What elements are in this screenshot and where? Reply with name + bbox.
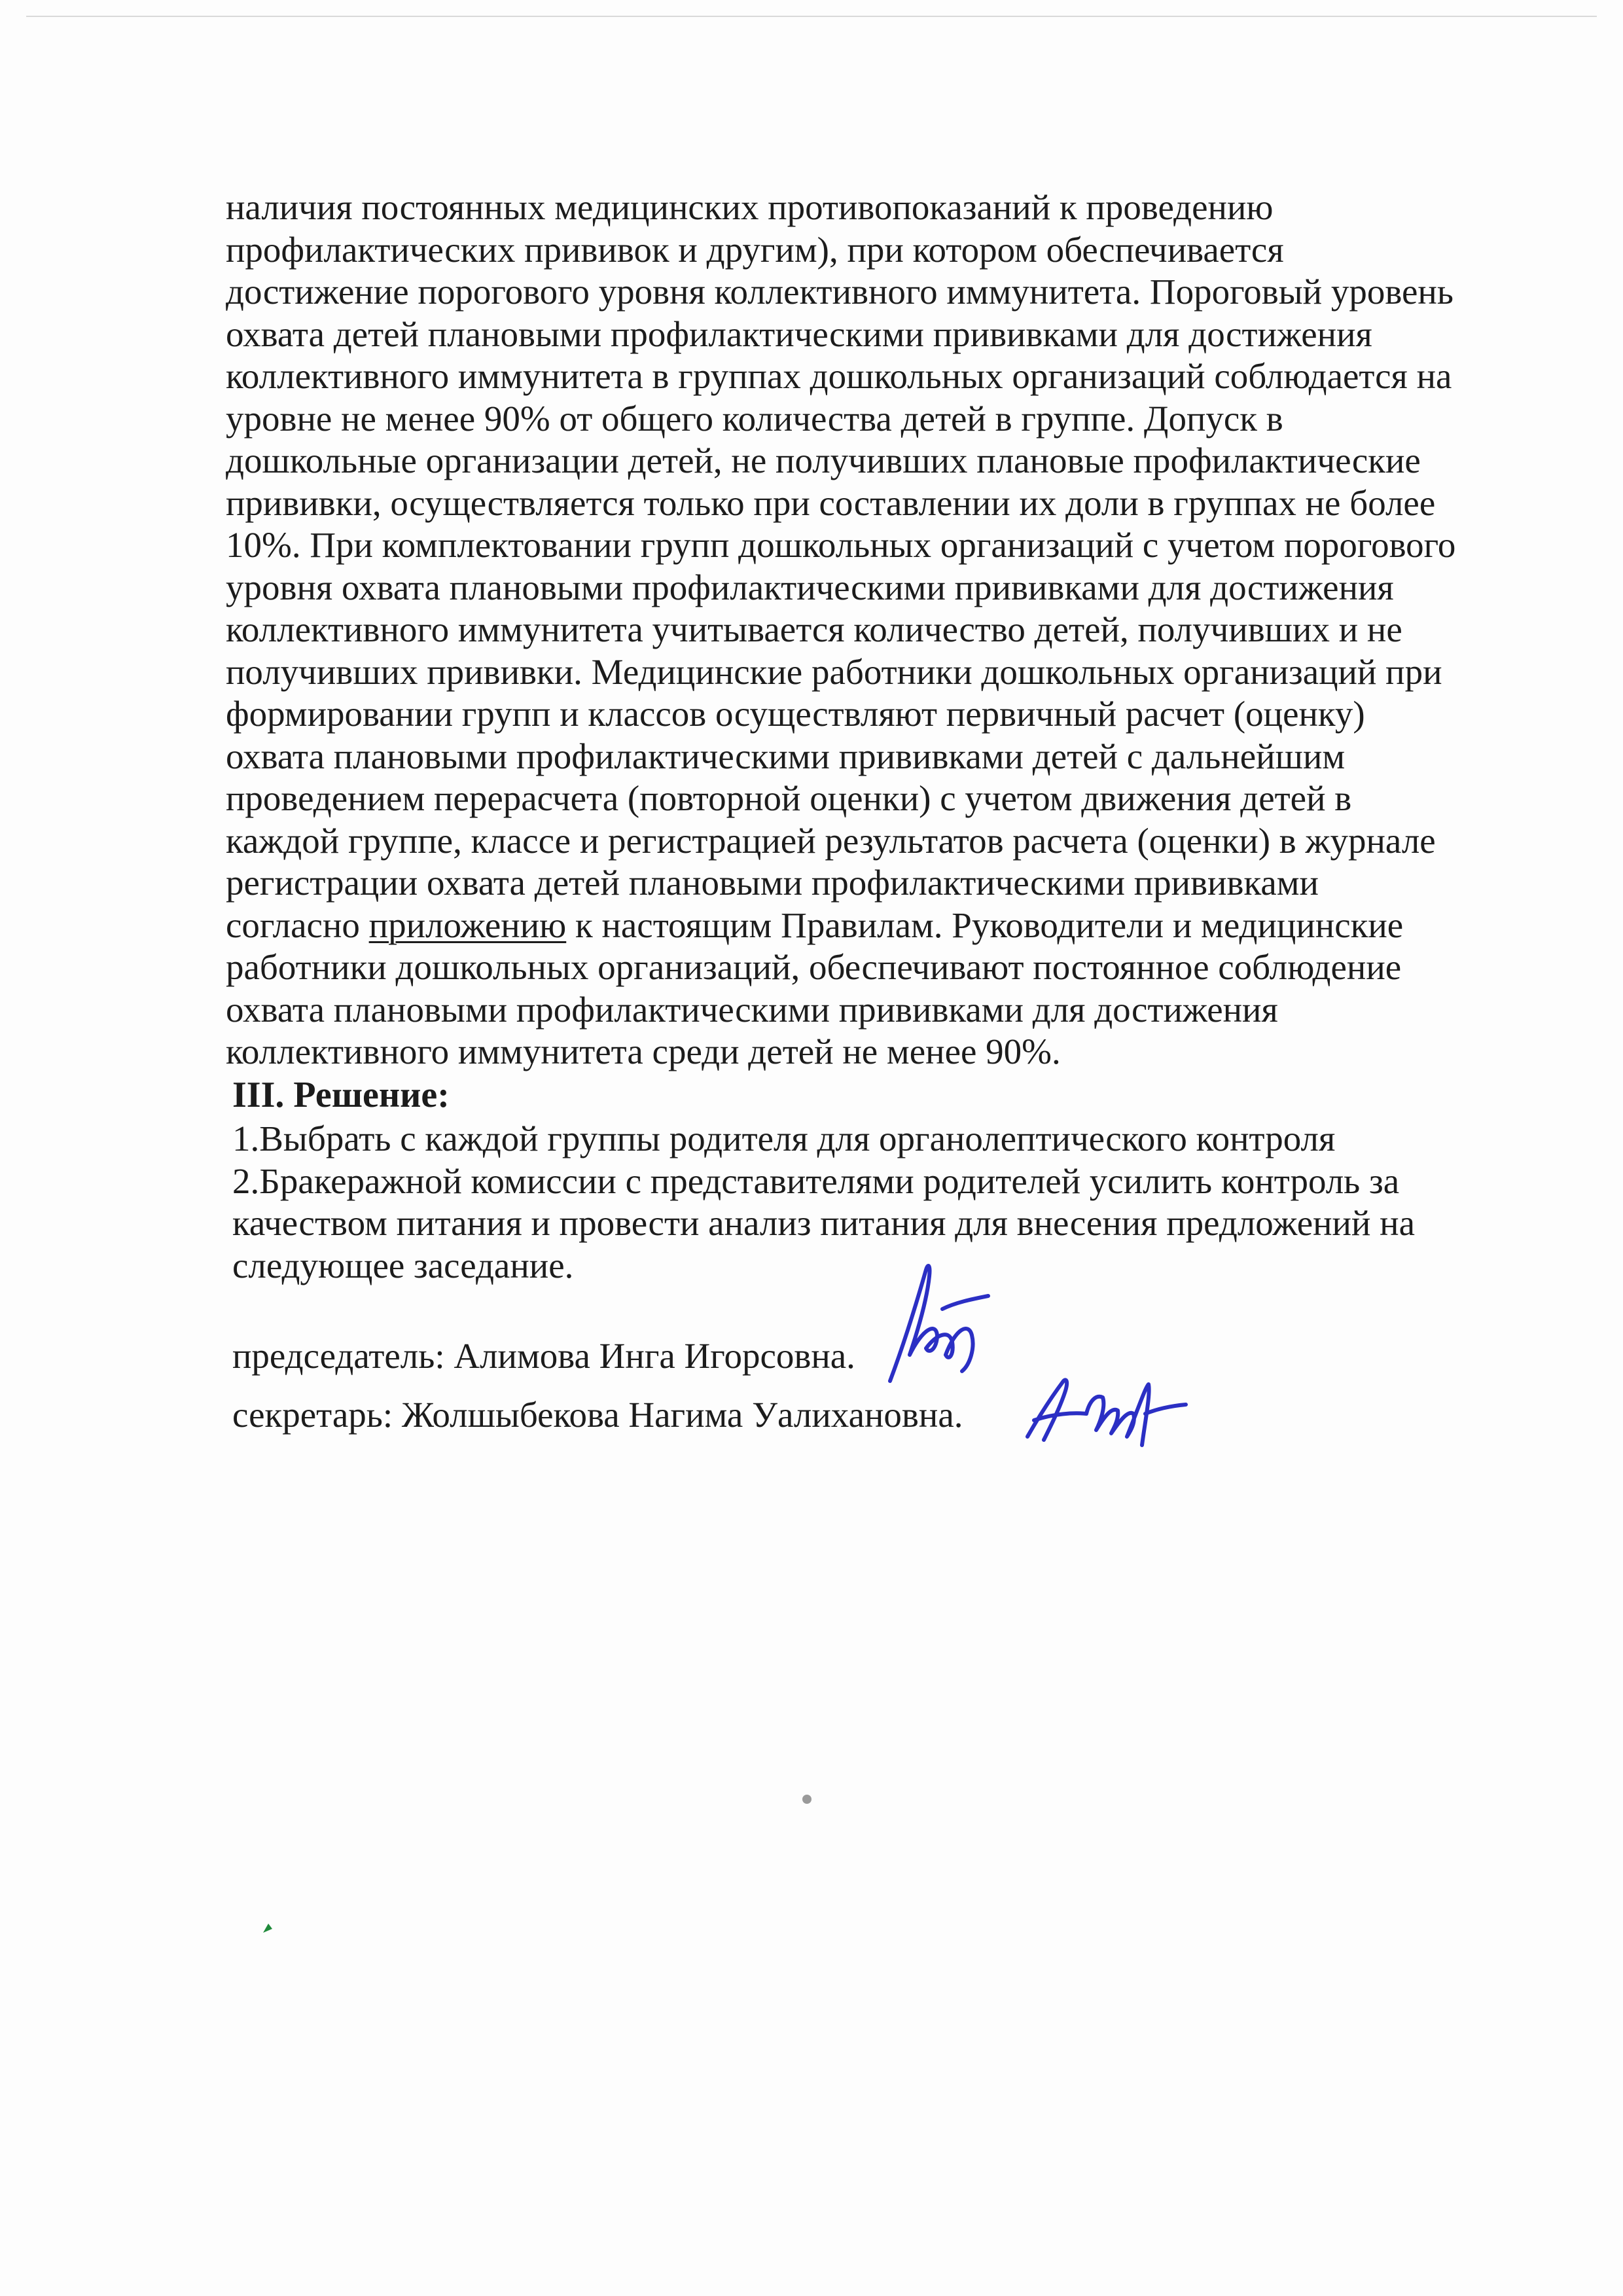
scan-top-edge bbox=[26, 16, 1597, 17]
decision-heading: III. Решение: bbox=[232, 1075, 450, 1115]
body-line: коллективного иммунитета учитывается количество детей, получивших и не bbox=[226, 609, 1402, 649]
scan-speck-grey bbox=[800, 1792, 814, 1806]
appendix-link[interactable]: приложению bbox=[368, 905, 567, 945]
decision-item: качеством питания и провести анализ питания для внесения предложений на bbox=[232, 1203, 1415, 1243]
body-line: регистрации охвата детей плановыми профилактическими прививками bbox=[226, 863, 1319, 903]
decision-item: 2.Бракеражной комиссии с представителями родителей усилить контроль за bbox=[232, 1160, 1400, 1201]
secretary-signature-line: секретарь: Жолшыбекова Нагима Уалихановна. bbox=[232, 1395, 963, 1435]
body-line: каждой группе, классе и регистрацией результатов расчета (оценки) в журнале bbox=[226, 820, 1436, 861]
secretary-handwritten-signature bbox=[1014, 1368, 1191, 1453]
body-paragraph bbox=[226, 187, 1522, 1073]
body-line: уровне не менее 90% от общего количества детей в группе. Допуск в bbox=[226, 398, 1283, 439]
body-line: профилактических прививок и другим), при котором обеспечивается bbox=[226, 229, 1284, 270]
body-line: наличия постоянных медицинских противопоказаний к проведению bbox=[226, 187, 1274, 227]
body-line: охвата плановыми профилактическими прививками детей с дальнейшим bbox=[226, 736, 1346, 776]
body-line: коллективного иммунитета в группах дошкольных организаций соблюдается на bbox=[226, 356, 1452, 396]
body-line: достижение порогового уровня коллективного иммунитета. Пороговый уровень bbox=[226, 272, 1454, 312]
body-line: формировании групп и классов осуществляют первичный расчет (оценку) bbox=[226, 694, 1365, 734]
link-line-after: к настоящим Правилам. Руководители и медицинские bbox=[566, 905, 1404, 945]
body-line: охвата детей плановыми профилактическими прививками для достижения bbox=[226, 314, 1372, 354]
body-line-with-link bbox=[226, 905, 1522, 947]
link-line-before: согласно bbox=[226, 905, 369, 945]
chair-signature-line: председатель: Алимова Инга Игорсовна. bbox=[232, 1336, 855, 1376]
body-line: прививки, осуществляется только при составлении их доли в группах не более bbox=[226, 482, 1436, 523]
body-line: охвата плановыми профилактическими прививками для достижения bbox=[226, 989, 1278, 1030]
body-line: коллективного иммунитета среди детей не менее 90%. bbox=[226, 1031, 1061, 1071]
body-line: уровня охвата плановыми профилактическими прививками для достижения bbox=[226, 567, 1394, 607]
scan-speck-green bbox=[260, 1921, 275, 1935]
body-line: дошкольные организации детей, не получивших плановые профилактические bbox=[226, 440, 1421, 480]
chair-handwritten-signature bbox=[864, 1257, 1014, 1394]
body-line: 10%. При комплектовании групп дошкольных организаций с учетом порогового bbox=[226, 525, 1456, 565]
body-line: проведением перерасчета (повторной оценки) с учетом движения детей в bbox=[226, 778, 1352, 818]
decision-item: следующее заседание. bbox=[232, 1245, 574, 1285]
body-line: получивших прививки. Медицинские работники дошкольных организаций при bbox=[226, 651, 1442, 692]
body-line: работники дошкольных организаций, обеспечивают постоянное соблюдение bbox=[226, 947, 1402, 987]
decision-item: 1.Выбрать с каждой группы родителя для органолептического контроля bbox=[232, 1119, 1336, 1158]
